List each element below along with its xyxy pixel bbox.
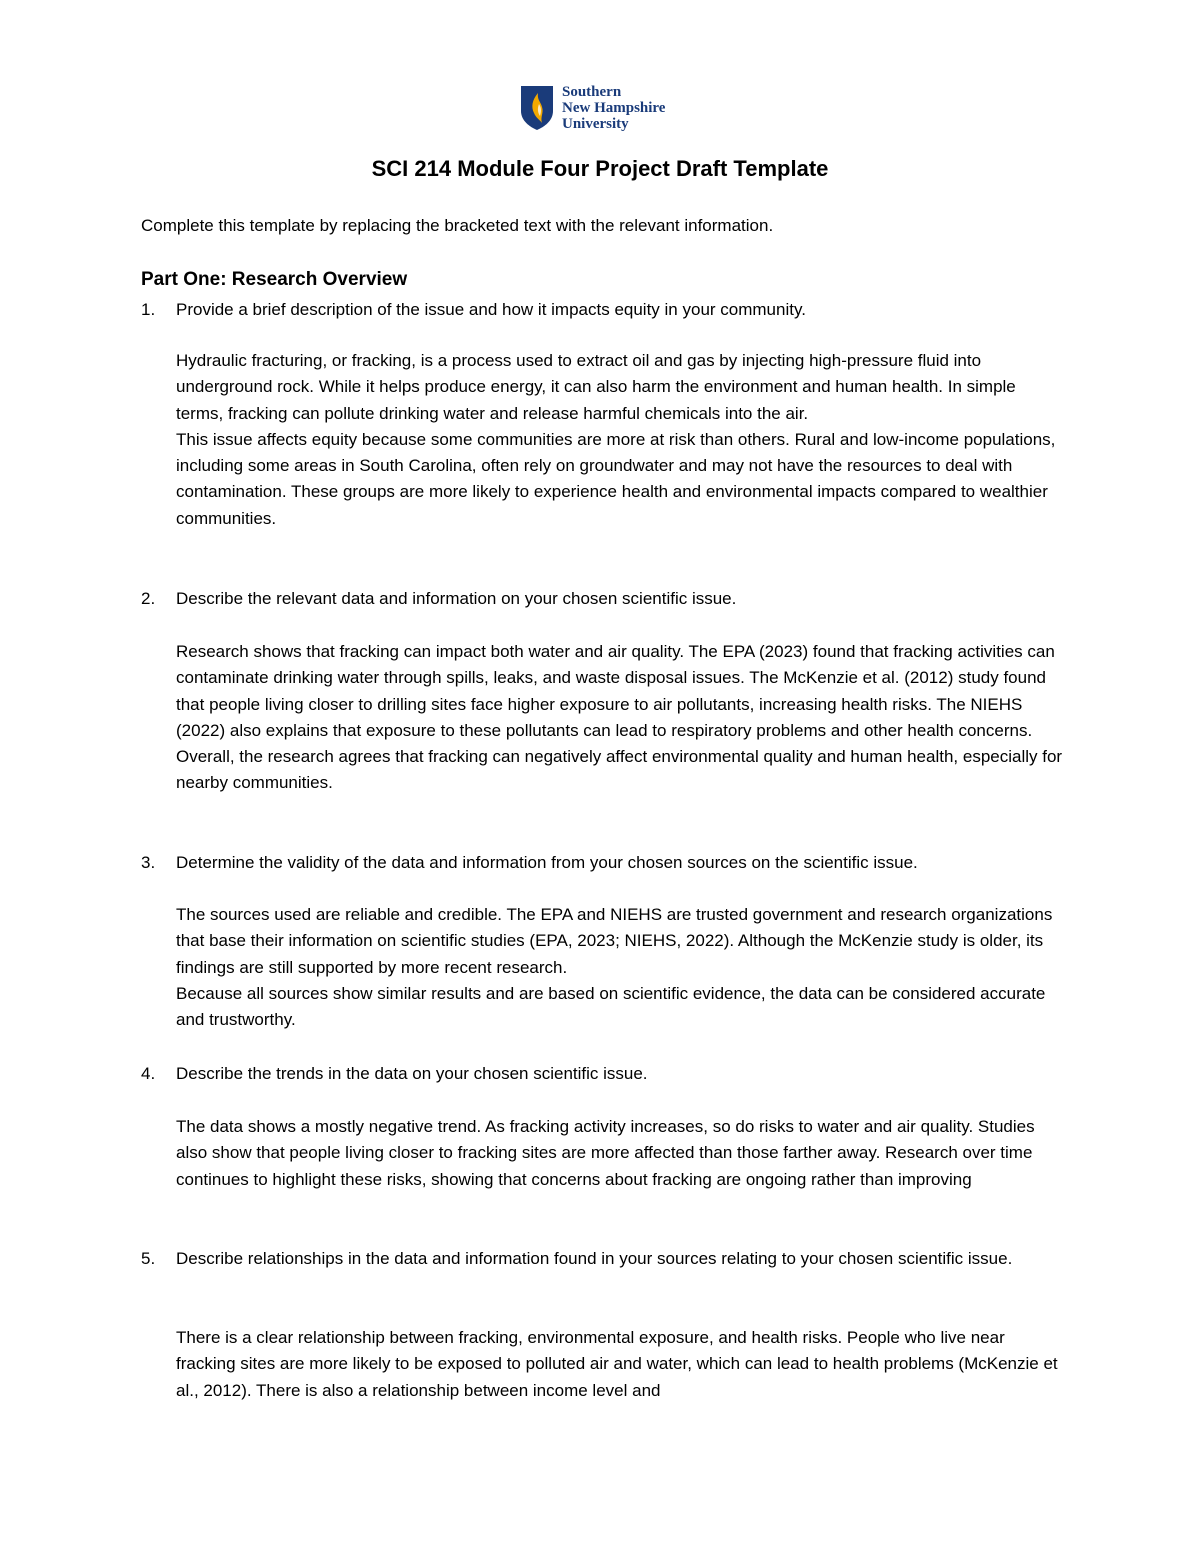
question-prompt: Provide a brief description of the issue and how it impacts equity in your community. bbox=[176, 300, 806, 319]
question-number: 1. bbox=[141, 300, 156, 319]
intro-instructions: Complete this template by replacing the bracketed text with the relevant information. bbox=[141, 216, 774, 235]
answer-paragraph: There is a clear relationship between fracking, environmental exposure, and health risks. People who live near fracking sites are more likely to be exposed to polluted air and water, which can lead to health problems (McKenzie et al., 2012). There is also a relationship between income level and bbox=[176, 1328, 1058, 1400]
part-one-heading: Part One: Research Overview bbox=[141, 269, 408, 290]
document-title: SCI 214 Module Four Project Draft Template bbox=[371, 156, 829, 181]
logo-wordmark bbox=[562, 84, 665, 132]
answer-paragraph: Hydraulic fracturing, or fracking, is a process used to extract oil and gas by injecting high-pressure fluid into underground rock. While it helps produce energy, it can also harm the environment and human health. In simple terms, fracking can pollute drinking water and release harmful chemicals into the air. bbox=[176, 351, 1016, 423]
question-prompt: Describe relationships in the data and information found in your sources relating to your chosen scientific issue. bbox=[176, 1249, 1013, 1268]
answer-block bbox=[176, 902, 1066, 1033]
answer-paragraph: The sources used are reliable and credible. The EPA and NIEHS are trusted government and research organizations that base their information on scientific studies (EPA, 2023; NIEHS, 2022). Although the McKenzie study is older, its findings are still supported by more recent research. bbox=[176, 905, 1053, 977]
question-prompt: Describe the trends in the data on your chosen scientific issue. bbox=[176, 1064, 648, 1083]
answer-block bbox=[176, 348, 1066, 532]
answer-paragraph: Research shows that fracking can impact both water and air quality. The EPA (2023) found that fracking activities can contaminate drinking water through spills, leaks, and waste disposal issues. The McKenzie et al. (2012) study found that people living closer to drilling sites face higher exposure to air pollutants, increasing health risks. The NIEHS (2022) also explains that exposure to these pollutants can lead to respiratory problems and other health concerns. Overall, the research agrees that fracking can negatively affect environmental quality and human health, especially for nearby communities. bbox=[176, 642, 1063, 793]
answer-block bbox=[176, 639, 1066, 797]
shield-flame-icon bbox=[520, 85, 554, 131]
question-number: 3. bbox=[141, 853, 156, 872]
answer-paragraph: The data shows a mostly negative trend. As fracking activity increases, so do risks to water and air quality. Studies also show that people living closer to fracking sites are more affected than those farther away. Research over time continues to highlight these risks, showing that concerns about fracking are ongoing rather than improving bbox=[176, 1117, 1035, 1189]
question-number: 4. bbox=[141, 1064, 156, 1083]
question-number: 2. bbox=[141, 589, 156, 608]
answer-block bbox=[176, 1114, 1066, 1193]
logo-line-1: Southern bbox=[562, 84, 622, 100]
answer-paragraph: Because all sources show similar results and are based on scientific evidence, the data can be considered accurate and trustworthy. bbox=[176, 983, 1046, 1030]
answer-paragraph: This issue affects equity because some communities are more at risk than others. Rural and low-income populations, including some areas in South Carolina, often rely on groundwater and may not have the resources to deal with contamination. These groups are more likely to experience health and environmental impacts compared to wealthier communities. bbox=[176, 429, 1056, 528]
question-prompt: Determine the validity of the data and information from your chosen sources on the scientific issue. bbox=[176, 853, 918, 872]
answer-block bbox=[176, 1325, 1066, 1404]
logo-line-2: New Hampshire bbox=[562, 100, 666, 116]
question-prompt: Describe the relevant data and information on your chosen scientific issue. bbox=[176, 589, 737, 608]
snhu-logo bbox=[520, 84, 665, 132]
logo-line-3: University bbox=[562, 116, 629, 132]
question-number: 5. bbox=[141, 1249, 156, 1268]
